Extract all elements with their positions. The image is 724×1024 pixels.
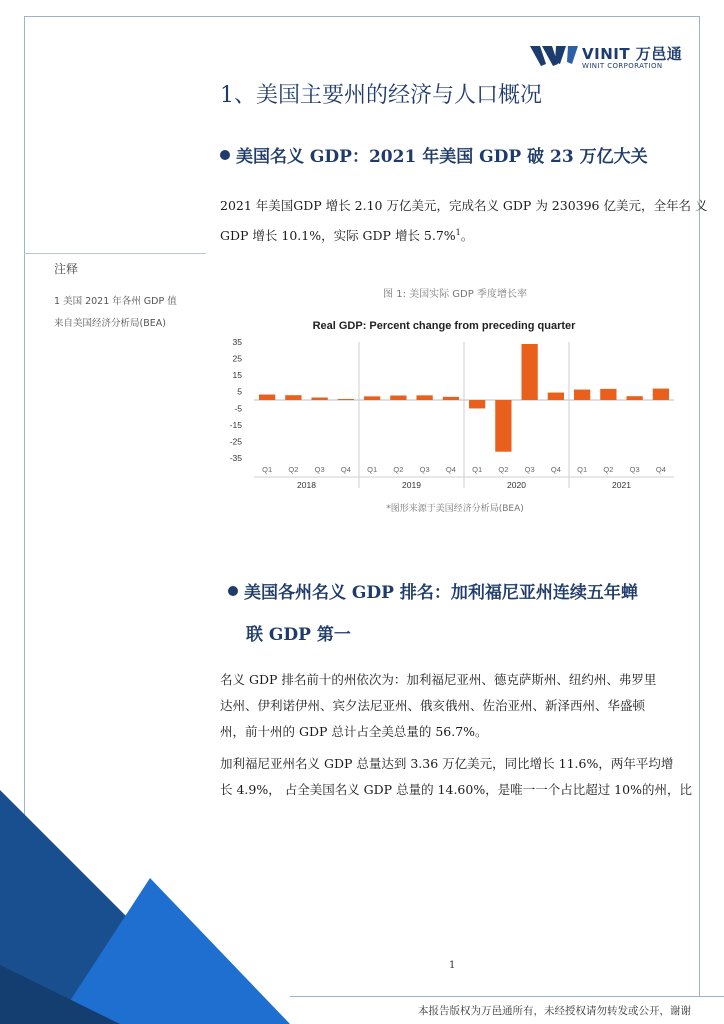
sidebar-note-line1: 1 美国 2021 年各州 GDP 值 — [54, 296, 177, 307]
bar-15 — [653, 389, 669, 400]
bar-1 — [285, 395, 301, 400]
bar-7 — [443, 397, 459, 400]
paragraph-top10-line2: 达州、伊利诺伊州、宾夕法尼亚州、俄亥俄州、佐治亚州、新泽西州、华盛顿 — [220, 698, 646, 713]
heading-state-gdp-ranking-cont: 联 GDP 第一 — [246, 625, 351, 645]
logo-mark-icon — [530, 42, 580, 70]
chart-title: Real GDP: Percent change from preceding quarter — [312, 320, 576, 332]
x-tick-label-15: Q4 — [655, 465, 666, 474]
heading-state-gdp-ranking — [228, 578, 638, 603]
x-tick-label-11: Q4 — [550, 465, 561, 474]
bar-12 — [574, 390, 590, 400]
y-tick-label-5: -15 — [229, 419, 242, 430]
year-label-2018: 2018 — [297, 480, 316, 490]
x-tick-label-8: Q1 — [472, 465, 483, 474]
x-tick-label-9: Q2 — [498, 465, 509, 474]
year-label-2021: 2021 — [612, 480, 631, 490]
paragraph-top10-line1: 名义 GDP 排名前十的州依次为：加利福尼亚州、德克萨斯州、纽约州、弗罗里 — [220, 672, 657, 687]
paragraph-gdp-line2-text: GDP 增长 10.1%，实际 GDP 增长 5.7% — [220, 228, 456, 244]
bar-6 — [416, 395, 432, 400]
figure-caption: 图 1: 美国实际 GDP 季度增长率 — [383, 289, 527, 300]
year-label-2020: 2020 — [507, 480, 526, 490]
x-tick-label-10: Q3 — [524, 465, 535, 474]
bar-8 — [469, 400, 485, 408]
bar-9 — [495, 400, 511, 452]
x-tick-label-7: Q4 — [445, 465, 456, 474]
heading-us-gdp-text: 美国名义 GDP：2021 年美国 GDP 破 23 万亿大关 — [236, 147, 648, 167]
paragraph-california-line1: 加利福尼亚州名义 GDP 总量达到 3.36 万亿美元，同比增长 11.6%，两年平均增 — [220, 756, 674, 771]
paragraph-gdp-line1: 2021 年美国GDP 增长 2.10 万亿美元，完成名义 GDP 为 230396 亿美元，全年名 义 — [220, 198, 708, 213]
x-tick-label-1: Q2 — [288, 465, 299, 474]
bullet-dot-icon — [220, 150, 230, 160]
bar-3 — [338, 399, 354, 400]
x-tick-label-14: Q3 — [629, 465, 640, 474]
y-tick-label-6: -25 — [229, 436, 242, 447]
bar-2 — [311, 398, 327, 400]
bar-14 — [626, 396, 642, 400]
copyright-notice: 本报告版权为万邑通所有，未经授权请勿转发或公开，谢谢 — [418, 1005, 691, 1017]
x-tick-label-12: Q1 — [577, 465, 588, 474]
page-number: 1 — [449, 960, 456, 971]
x-tick-label-3: Q4 — [340, 465, 351, 474]
bar-4 — [364, 396, 380, 400]
bar-11 — [548, 393, 564, 400]
logo-subtitle: WINIT CORPORATION — [582, 62, 663, 70]
page-frame-right — [699, 16, 700, 996]
footnote-ref: 1 — [455, 228, 461, 237]
section-title: 1、美国主要州的经济与人口概况 — [220, 83, 542, 108]
x-tick-label-13: Q2 — [603, 465, 614, 474]
bar-13 — [600, 389, 616, 400]
sidebar-notes-title: 注释 — [54, 262, 79, 276]
bar-5 — [390, 396, 406, 400]
bar-0 — [259, 395, 275, 400]
y-tick-label-3: 5 — [237, 386, 242, 397]
figure-source: *图形来源于美国经济分析局(BEA) — [386, 504, 524, 514]
sidebar-divider — [24, 253, 206, 254]
footer-rule — [290, 996, 724, 997]
bar-10 — [521, 344, 537, 400]
company-logo — [530, 42, 690, 74]
y-tick-label-7: -35 — [229, 453, 242, 463]
paragraph-top10-line3: 州，前十州的 GDP 总计占全美总量的 56.7%。 — [220, 724, 488, 739]
y-tick-label-2: 15 — [232, 370, 242, 381]
y-tick-label-1: 25 — [232, 353, 242, 364]
x-tick-label-2: Q3 — [314, 465, 325, 474]
heading-state-gdp-ranking-text: 美国各州名义 GDP 排名：加利福尼亚州连续五年蝉 — [244, 583, 638, 603]
gdp-bar-chart — [212, 312, 682, 498]
paragraph-gdp-line2-end: 。 — [460, 228, 474, 244]
y-tick-label-4: -5 — [234, 403, 242, 414]
logo-brand: VINIT 万邑通 — [582, 45, 683, 63]
heading-us-gdp — [220, 142, 648, 167]
corner-decoration — [0, 790, 300, 1024]
paragraph-california-line2: 长 4.9%， 占全美国名义 GDP 总量的 14.60%，是唯一一个占比超过 10%的州，比 — [220, 782, 692, 797]
x-tick-label-5: Q2 — [393, 465, 404, 474]
sidebar-note-line2: 来自美国经济分析局(BEA) — [54, 318, 166, 329]
page-frame-top — [24, 16, 700, 17]
bullet-dot-icon — [228, 586, 238, 596]
x-tick-label-0: Q1 — [262, 465, 273, 474]
y-tick-label-0: 35 — [232, 337, 242, 347]
x-tick-label-6: Q3 — [419, 465, 430, 474]
paragraph-gdp-line2 — [220, 219, 473, 250]
x-tick-label-4: Q1 — [367, 465, 378, 474]
year-label-2019: 2019 — [402, 480, 421, 490]
